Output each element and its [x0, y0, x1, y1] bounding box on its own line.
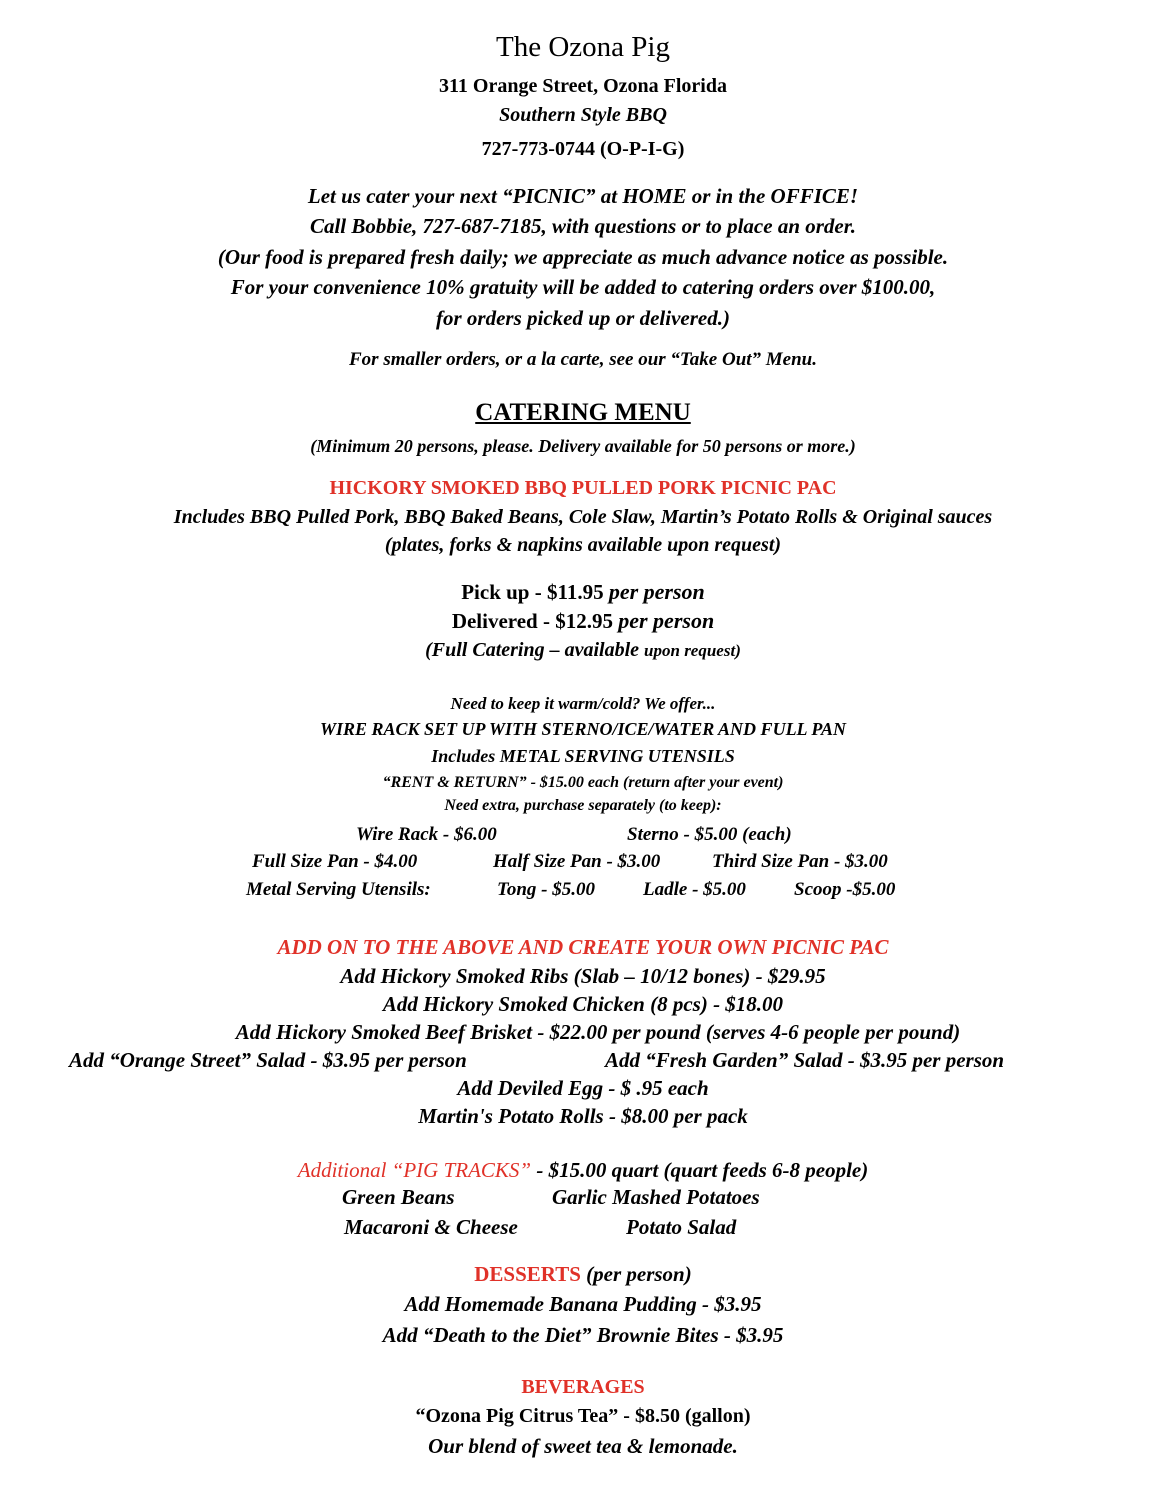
side-green-beans: Green Beans [342, 1185, 455, 1209]
addon-rolls: Martin's Potato Rolls - $8.00 per pack [418, 1104, 748, 1128]
desserts-heading: DESSERTS [474, 1262, 581, 1286]
desserts-unit: (per person) [580, 1262, 692, 1286]
intro-line-3: (Our food is prepared fresh daily; we appreciate as much advance notice as possible. [217, 245, 949, 269]
restaurant-name: The Ozona Pig [496, 31, 670, 63]
address: 311 Orange Street, Ozona Florida [439, 75, 727, 97]
full-catering-b: upon request) [644, 641, 741, 660]
side-potato-salad: Potato Salad [626, 1215, 737, 1239]
sterno-price: Sterno - $5.00 (each) [627, 824, 792, 845]
full-catering-note [0, 640, 1166, 660]
ladle-price: Ladle - $5.00 [643, 879, 746, 900]
utensils-included: Includes METAL SERVING UTENSILS [431, 746, 735, 766]
wire-rack-setup: WIRE RACK SET UP WITH STERNO/ICE/WATER AND FULL PAN [319, 719, 847, 739]
half-pan-price: Half Size Pan - $3.00 [493, 851, 661, 872]
addons-heading: ADD ON TO THE ABOVE AND CREATE YOUR OWN PICNIC PAC [277, 935, 889, 959]
tagline: Southern Style BBQ [499, 104, 667, 126]
intro-line-2: Call Bobbie, 727-687-7185, with questions or to place an order. [309, 214, 857, 238]
catering-menu-title: CATERING MENU [475, 399, 691, 426]
intro-line-5: for orders picked up or delivered.) [436, 306, 730, 330]
utensils-label: Metal Serving Utensils: [246, 879, 431, 900]
intro-line-1: Let us cater your next “PICNIC” at HOME or in the OFFICE! [307, 184, 859, 208]
delivered-unit: per person [618, 608, 715, 633]
full-catering-a: (Full Catering – available [425, 639, 640, 661]
addon-ribs: Add Hickory Smoked Ribs (Slab – 10/12 bones) - $29.95 [340, 964, 826, 988]
addon-chicken: Add Hickory Smoked Chicken (8 pcs) - $18.00 [382, 992, 784, 1016]
tong-price: Tong - $5.00 [497, 879, 596, 900]
pig-tracks-line [0, 1160, 1166, 1181]
picnic-pac-includes: Includes BBQ Pulled Pork, BBQ Baked Beans, Cole Slaw, Martin’s Potato Rolls & Original sauces [173, 506, 993, 528]
picnic-pac-note: (plates, forks & napkins available upon request) [384, 534, 782, 556]
side-garlic-mashed: Garlic Mashed Potatoes [552, 1185, 760, 1209]
minimum-note: (Minimum 20 persons, please. Delivery available for 50 persons or more.) [310, 436, 856, 456]
intro-line-4: For your convenience 10% gratuity will be added to catering orders over $100.00, [230, 275, 936, 299]
dessert-brownie: Add “Death to the Diet” Brownie Bites - $3.95 [382, 1323, 784, 1347]
third-pan-price: Third Size Pan - $3.00 [712, 851, 888, 872]
scoop-price: Scoop -$5.00 [794, 879, 896, 900]
dessert-banana-pudding: Add Homemade Banana Pudding - $3.95 [404, 1292, 762, 1316]
delivered-label: Delivered - $12.95 [451, 609, 613, 633]
pickup-unit: per person [608, 579, 705, 604]
addon-garden-salad: Add “Fresh Garden” Salad - $3.95 per person [605, 1048, 1005, 1072]
desserts-line [0, 1264, 1166, 1285]
pickup-label: Pick up - $11.95 [461, 580, 604, 604]
delivered-price [0, 610, 1166, 632]
purchase-note: Need extra, purchase separately (to keep): [444, 797, 722, 814]
pig-tracks-price: - $15.00 quart (quart feeds 6-8 people) [531, 1158, 869, 1182]
pig-tracks-heading: Additional “PIG TRACKS” [297, 1158, 532, 1182]
take-out-note: For smaller orders, or a la carte, see our “Take Out” Menu. [349, 349, 817, 370]
side-mac-cheese: Macaroni & Cheese [344, 1215, 518, 1239]
wire-rack-price: Wire Rack - $6.00 [356, 824, 497, 845]
addon-orange-salad: Add “Orange Street” Salad - $3.95 per person [69, 1048, 467, 1072]
phone: 727-773-0744 (O-P-I-G) [481, 138, 685, 160]
warm-intro: Need to keep it warm/cold? We offer... [450, 694, 716, 713]
addon-brisket: Add Hickory Smoked Beef Brisket - $22.00 per pound (serves 4-6 people per pound) [235, 1020, 961, 1044]
addon-deviled-egg: Add Deviled Egg - $ .95 each [457, 1076, 709, 1100]
beverages-heading: BEVERAGES [521, 1376, 645, 1398]
full-pan-price: Full Size Pan - $4.00 [252, 851, 418, 872]
citrus-tea: “Ozona Pig Citrus Tea” - $8.50 (gallon) [415, 1405, 751, 1427]
picnic-pac-heading: HICKORY SMOKED BBQ PULLED PORK PICNIC PAC [329, 477, 837, 499]
tea-description: Our blend of sweet tea & lemonade. [428, 1434, 738, 1458]
pickup-price [0, 581, 1166, 603]
rent-return: “RENT & RETURN” - $15.00 each (return after your event) [382, 774, 784, 791]
